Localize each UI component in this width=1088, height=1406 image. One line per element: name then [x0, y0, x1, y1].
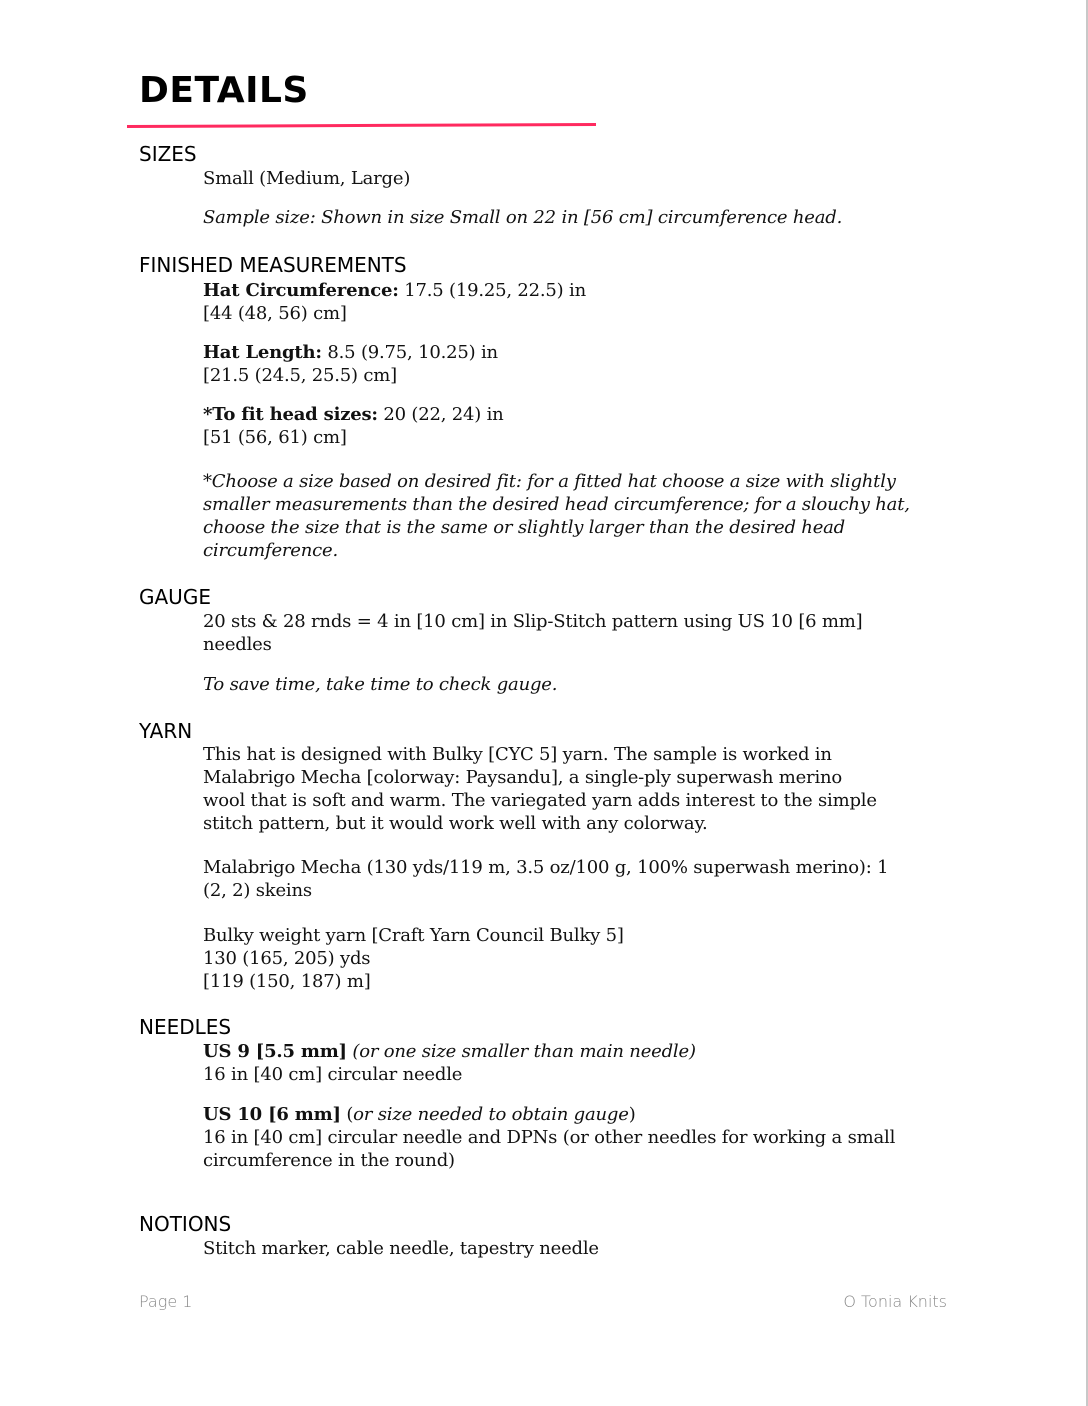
fit-note [203, 470, 910, 562]
needle-size: US 9 [5.5 mm] [203, 1041, 347, 1062]
sizes-value: Small (Medium, Large) [203, 168, 411, 189]
line: *Choose a size based on desired fit: for a fitted hat choose a size with slightly [203, 471, 896, 492]
footer-brand: O Tonia Knits [843, 1292, 947, 1311]
needle-2 [203, 1103, 895, 1172]
sample-size: Sample size: Shown in size Small on 22 in [56 cm] circumference head. [203, 207, 843, 228]
value: 20 (22, 24) in [377, 404, 504, 425]
line: circumference in the round) [203, 1150, 455, 1171]
page-title: DETAILS [139, 70, 309, 111]
notions-value: Stitch marker, cable needle, tapestry needle [203, 1238, 599, 1259]
line: This hat is designed with Bulky [CYC 5] yarn. The sample is worked in [203, 744, 832, 765]
line: 20 sts & 28 rnds = 4 in [10 cm] in Slip-Stitch pattern using US 10 [6 mm] [203, 611, 863, 632]
gauge-tip: To save time, take time to check gauge. [203, 674, 558, 695]
gauge-value [203, 610, 863, 656]
yarn-description [203, 743, 877, 835]
line: Bulky weight yarn [Craft Yarn Council Bulky 5] [203, 925, 624, 946]
label: *To fit head sizes: [203, 404, 378, 425]
yarn-quantity [203, 856, 888, 902]
line: Malabrigo Mecha (130 yds/119 m, 3.5 oz/100 g, 100% superwash merino): 1 [203, 857, 889, 878]
needle-desc: 16 in [40 cm] circular needle [203, 1064, 463, 1085]
needles-heading: NEEDLES [139, 1015, 232, 1039]
paren: ( [340, 1104, 354, 1125]
needle-note: or size needed to obtain gauge [353, 1104, 629, 1125]
hat-length [203, 341, 498, 387]
title-underline [127, 123, 596, 128]
line: smaller measurements than the desired head circumference; for a slouchy hat, [203, 494, 910, 515]
finished-heading: FINISHED MEASUREMENTS [139, 253, 407, 277]
needle-1 [203, 1040, 696, 1086]
value-cm: [21.5 (24.5, 25.5) cm] [203, 365, 397, 386]
needle-note: (or one size smaller than main needle) [346, 1041, 696, 1062]
label: Hat Circumference: [203, 280, 399, 301]
yarn-weight [203, 924, 624, 993]
value-cm: [44 (48, 56) cm] [203, 303, 347, 324]
hat-circumference [203, 279, 586, 325]
line: [119 (150, 187) m] [203, 971, 371, 992]
line: needles [203, 634, 272, 655]
line: (2, 2) skeins [203, 880, 312, 901]
line: choose the size that is the same or slightly larger than the desired head [203, 517, 845, 538]
fit-head-sizes [203, 403, 504, 449]
value: 8.5 (9.75, 10.25) in [321, 342, 498, 363]
line: circumference. [203, 540, 339, 561]
sizes-heading: SIZES [139, 142, 197, 166]
needle-size: US 10 [6 mm] [203, 1104, 341, 1125]
line: 130 (165, 205) yds [203, 948, 371, 969]
yarn-heading: YARN [139, 719, 193, 743]
line: wool that is soft and warm. The variegated yarn adds interest to the simple [203, 790, 877, 811]
line: 16 in [40 cm] circular needle and DPNs (or other needles for working a small [203, 1127, 896, 1148]
paren: ) [628, 1104, 636, 1125]
page-number: Page 1 [139, 1292, 193, 1311]
line: stitch pattern, but it would work well with any colorway. [203, 813, 708, 834]
gauge-heading: GAUGE [139, 585, 211, 609]
notions-heading: NOTIONS [139, 1212, 232, 1236]
line: Malabrigo Mecha [colorway: Paysandu], a single-ply superwash merino [203, 767, 843, 788]
value: 17.5 (19.25, 22.5) in [398, 280, 586, 301]
value-cm: [51 (56, 61) cm] [203, 427, 347, 448]
label: Hat Length: [203, 342, 322, 363]
